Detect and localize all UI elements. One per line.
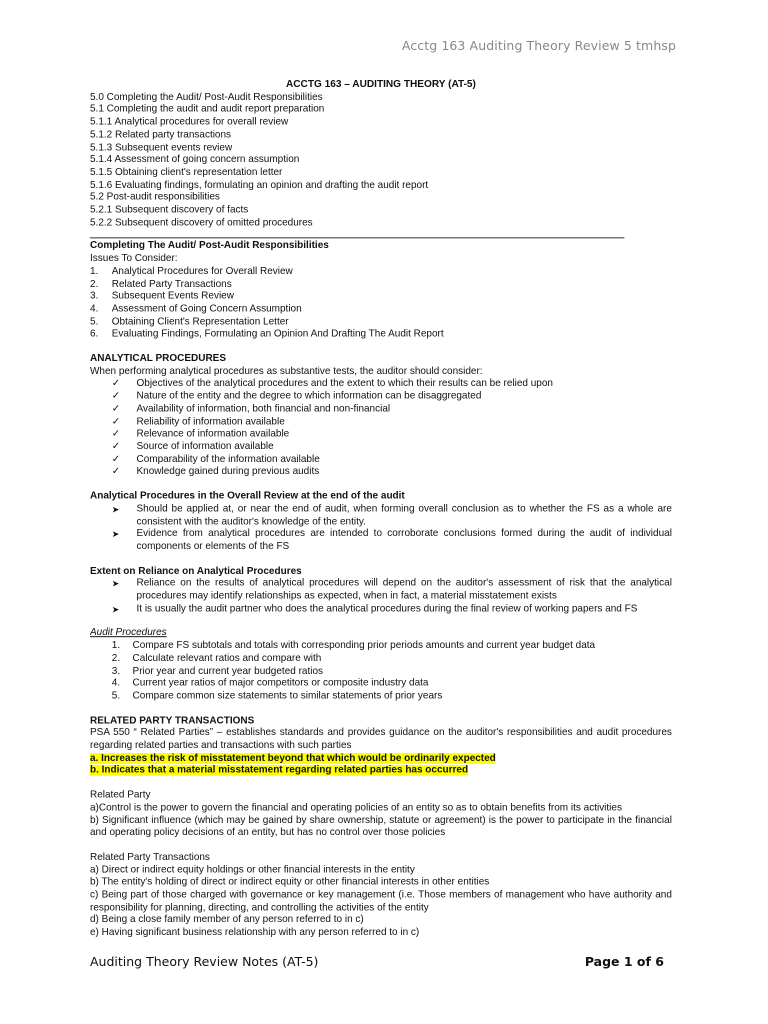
toc-item: 5.0 Completing the Audit/ Post-Audit Responsibilities — [90, 91, 323, 103]
list-item: ✓ Comparability of the information available — [111, 453, 320, 465]
section-heading-completing: Completing The Audit/ Post-Audit Responsibilities — [90, 240, 329, 252]
list-item: ✓ Relevance of information available — [111, 428, 290, 440]
toc-item: 5.1.4 Assessment of going concern assumption — [90, 154, 300, 166]
list-item: ➤ Should be applied at, or near the end of audit, when forming overall conclusion as to whether the FS as a whole are consistent with the auditor's knowledge of the entity. — [111, 503, 672, 527]
related-transactions-heading: Related Party Transactions — [90, 851, 210, 863]
list-item: 2. Related Party Transactions — [90, 278, 232, 290]
divider-rule — [90, 230, 624, 239]
arrow-bullet-icon: ➤ — [111, 579, 120, 589]
audit-procedures-heading: Audit Procedures — [90, 627, 167, 639]
list-item: ✓ Availability of information, both financial and non-financial — [111, 403, 391, 415]
list-item: 1. Compare FS subtotals and totals with corresponding prior periods amounts and current year budget data — [111, 640, 596, 652]
list-item: ➤ Reliance on the results of analytical procedures will depend on the auditor's assessment of risk that the analytical procedures may identify relationships as expected, when in fact, a material misstatement exists — [111, 578, 672, 602]
toc-item: 5.1.3 Subsequent events review — [90, 141, 233, 153]
list-item: ✓ Objectives of the analytical procedures and the extent to which their results can be relied upon — [111, 378, 553, 390]
check-icon: ✓ — [111, 466, 121, 478]
toc-item: 5.1.1 Analytical procedures for overall review — [90, 116, 289, 128]
paragraph: a) Direct or indirect equity holdings or other financial interests in the entity — [90, 864, 415, 876]
list-item: ➤ Evidence from analytical procedures are intended to corroborate conclusions formed during the audit of individual components or elements of the FS — [111, 528, 672, 552]
list-item: 5. Obtaining Client's Representation Letter — [90, 316, 289, 328]
check-icon: ✓ — [111, 453, 121, 465]
section-heading-related-party: RELATED PARTY TRANSACTIONS — [90, 714, 255, 726]
highlighted-text: a. Increases the risk of misstatement beyond that which would be ordinarily expected — [90, 752, 496, 764]
analytical-checklist — [90, 378, 672, 479]
toc-item: 5.2.1 Subsequent discovery of facts — [90, 204, 249, 216]
check-icon: ✓ — [111, 428, 121, 440]
paragraph: a)Control is the power to govern the financial and operating policies of an entity so as to obtain benefits from its activities — [90, 802, 622, 814]
list-item: 2. Calculate relevant ratios and compare with — [111, 652, 322, 664]
footer-title: Auditing Theory Review Notes (AT-5) — [90, 954, 319, 969]
list-item: 3. Subsequent Events Review — [90, 291, 234, 302]
list-item: 1. Analytical Procedures for Overall Review — [90, 265, 293, 277]
check-icon: ✓ — [111, 390, 121, 402]
issues-intro: Issues To Consider: — [90, 253, 178, 265]
paragraph: c) Being part of those charged with governance or key management (i.e. Those members of management who have authority and responsibility for planning, directing, and controlling the activities of the entity — [90, 889, 672, 914]
psa-paragraph: PSA 550 “ Related Parties” – establishes standards and provides guidance on the auditor's responsibilities and audit procedures regarding related parties and transactions with such parties — [90, 727, 672, 752]
page-number: Page 1 of 6 — [584, 954, 664, 969]
section-heading-overall-review: Analytical Procedures in the Overall Review at the end of the audit — [90, 490, 405, 502]
paragraph: d) Being a close family member of any person referred to in c) — [90, 914, 364, 926]
check-icon: ✓ — [111, 441, 121, 453]
list-item: 6. Evaluating Findings, Formulating an Opinion And Drafting The Audit Report — [90, 328, 444, 340]
check-icon: ✓ — [111, 403, 121, 415]
toc-item: 5.1 Completing the audit and audit report preparation — [90, 104, 325, 116]
arrow-bullet-icon: ➤ — [111, 604, 120, 615]
running-header: Acctg 163 Auditing Theory Review 5 tmhsp — [401, 38, 676, 53]
list-item: 5. Compare common size statements to similar statements of prior years — [111, 690, 443, 702]
check-icon: ✓ — [111, 416, 121, 427]
toc-item: 5.1.5 Obtaining client's representation letter — [90, 167, 283, 178]
toc-item: 5.2.2 Subsequent discovery of omitted procedures — [90, 217, 313, 229]
issues-list — [90, 266, 672, 341]
list-item: ✓ Knowledge gained during previous audits — [111, 466, 320, 478]
list-item: 4. Current year ratios of major competitors or composite industry data — [111, 677, 429, 689]
toc-item: 5.2 Post-audit responsibilities — [90, 192, 220, 204]
document-body — [90, 79, 672, 940]
list-item: 3. Prior year and current year budgeted ratios — [111, 665, 324, 677]
paragraph: b) Significant influence (which may be gained by share ownership, statute or agreement) is the power to participate in the financial and operating policy decisions of an entity, but has no control over those policies — [90, 814, 672, 839]
document-title: ACCTG 163 – AUDITING THEORY (AT-5) — [285, 79, 476, 90]
list-item: 4. Assessment of Going Concern Assumption — [90, 303, 302, 315]
table-of-contents — [90, 92, 672, 230]
arrow-bullet-icon: ➤ — [111, 529, 120, 540]
section-heading-extent: Extent on Reliance on Analytical Procedures — [90, 565, 302, 577]
list-item: ✓ Reliability of information available — [111, 416, 285, 427]
list-item: ✓ Source of information available — [111, 441, 274, 453]
overall-review-list — [90, 503, 672, 553]
toc-item: 5.1.6 Evaluating findings, formulating an opinion and drafting the audit report — [90, 179, 429, 191]
audit-procedures-list — [90, 640, 672, 703]
arrow-bullet-icon: ➤ — [111, 504, 120, 515]
highlighted-text: b. Indicates that a material misstatement regarding related parties has occurred — [90, 765, 469, 777]
toc-item: 5.1.2 Related party transactions — [90, 129, 232, 141]
extent-list — [90, 578, 672, 616]
list-item: ➤ It is usually the audit partner who does the analytical procedures during the final review of working papers and FS — [111, 603, 638, 615]
check-icon: ✓ — [111, 378, 121, 390]
section-heading-analytical: ANALYTICAL PROCEDURES — [90, 353, 226, 365]
paragraph: e) Having significant business relationship with any person referred to in c) — [90, 927, 420, 939]
paragraph: b) The entity's holding of direct or indirect equity or other financial interests in other entities — [90, 877, 490, 888]
related-party-heading: Related Party — [90, 789, 151, 801]
analytical-intro: When performing analytical procedures as substantive tests, the auditor should consider: — [90, 365, 483, 377]
list-item: ✓ Nature of the entity and the degree to which information can be disaggregated — [111, 390, 482, 402]
